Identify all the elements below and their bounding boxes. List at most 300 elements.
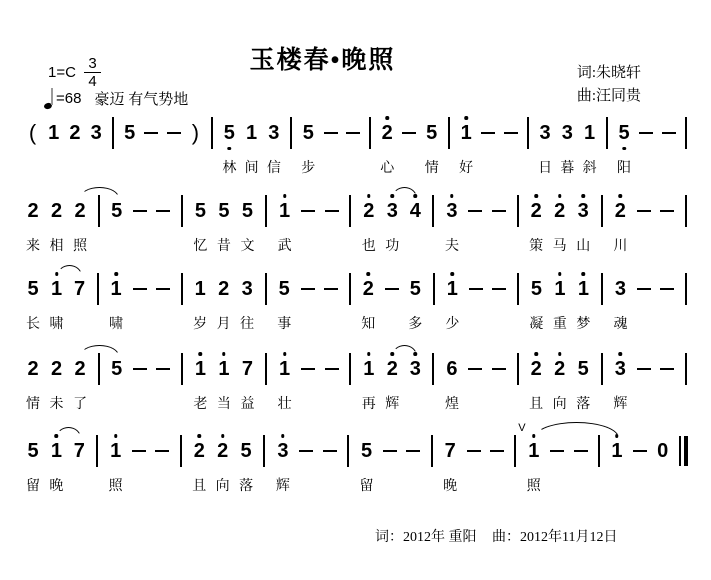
score-line bbox=[26, 422, 688, 494]
dash-glyph bbox=[133, 199, 147, 223]
note bbox=[73, 277, 86, 331]
lyric: 啸 bbox=[109, 317, 124, 332]
lyric: 辉 bbox=[275, 479, 290, 494]
note-number: 3 bbox=[614, 277, 626, 300]
note bbox=[26, 439, 40, 493]
note-number: 5 bbox=[111, 199, 123, 222]
duration-dash bbox=[324, 121, 338, 175]
barline bbox=[264, 357, 268, 411]
dash-glyph bbox=[324, 277, 338, 301]
barline-glyph bbox=[264, 199, 268, 223]
dash-glyph bbox=[492, 357, 506, 381]
note-number: 5 bbox=[302, 121, 314, 144]
lyric: 来 bbox=[26, 239, 40, 254]
barline bbox=[526, 121, 530, 175]
duration-dash bbox=[155, 439, 169, 493]
duration-dash bbox=[299, 439, 313, 493]
note-number: 5 bbox=[111, 357, 123, 380]
barline bbox=[431, 199, 435, 253]
note-number: 2 bbox=[554, 357, 566, 380]
note bbox=[217, 199, 231, 253]
note bbox=[73, 357, 87, 411]
note-number: 1 bbox=[110, 277, 122, 300]
duration-dash bbox=[492, 199, 506, 253]
note bbox=[217, 357, 231, 411]
lyric: 照 bbox=[73, 239, 88, 254]
lyric: 武 bbox=[277, 239, 292, 254]
dash-glyph bbox=[346, 121, 360, 145]
note-number: 2 bbox=[530, 199, 542, 222]
note bbox=[610, 439, 623, 493]
barline bbox=[289, 121, 293, 175]
duration-dash bbox=[301, 277, 315, 331]
note bbox=[529, 277, 543, 331]
note-number: 1 bbox=[363, 357, 375, 380]
note-number: 5 bbox=[241, 199, 254, 222]
note bbox=[240, 357, 254, 411]
note-number: 1 bbox=[279, 199, 291, 222]
note bbox=[73, 439, 86, 493]
barline-glyph bbox=[368, 121, 372, 145]
lyric: 策 bbox=[529, 239, 544, 254]
note-number: 5 bbox=[360, 439, 373, 462]
note bbox=[459, 121, 473, 175]
dash-glyph bbox=[639, 121, 653, 145]
barline-glyph bbox=[262, 439, 266, 463]
duration-dash bbox=[637, 277, 651, 331]
dash-glyph bbox=[144, 121, 158, 145]
lyric: 落 bbox=[239, 479, 254, 494]
lyric: 辉 bbox=[613, 397, 628, 412]
note bbox=[385, 357, 399, 411]
dash-glyph bbox=[633, 439, 647, 463]
note-number: 3 bbox=[268, 121, 280, 144]
duration-dash bbox=[492, 357, 506, 411]
duration-dash bbox=[662, 121, 676, 175]
lyric: 多 bbox=[408, 317, 423, 332]
note bbox=[576, 199, 590, 253]
barline bbox=[97, 357, 101, 411]
note-number: 6 bbox=[446, 357, 458, 380]
barline bbox=[264, 199, 268, 253]
barline-glyph bbox=[431, 357, 435, 381]
dash-glyph bbox=[492, 277, 506, 301]
lyric: 晚 bbox=[49, 479, 64, 494]
duration-dash bbox=[637, 357, 651, 411]
breath-mark: V bbox=[518, 422, 526, 434]
note-number: 2 bbox=[218, 277, 230, 300]
barline bbox=[368, 121, 372, 175]
duration-dash bbox=[660, 277, 674, 331]
note bbox=[267, 121, 281, 175]
dash-glyph bbox=[301, 357, 315, 381]
duration-dash bbox=[492, 277, 506, 331]
barline-glyph bbox=[180, 199, 184, 223]
note bbox=[445, 357, 459, 411]
note bbox=[240, 277, 254, 331]
note bbox=[576, 357, 590, 411]
barline bbox=[111, 121, 115, 175]
note-number: 2 bbox=[381, 121, 393, 144]
note bbox=[538, 121, 552, 175]
lyric: 心 bbox=[380, 161, 395, 176]
duration-dash bbox=[637, 199, 651, 253]
note bbox=[529, 199, 543, 253]
note bbox=[443, 439, 457, 493]
lyric: 昔 bbox=[216, 239, 231, 254]
barline-glyph bbox=[430, 439, 434, 463]
barline bbox=[447, 121, 451, 175]
duration-dash bbox=[468, 199, 482, 253]
note-number: 1 bbox=[611, 439, 623, 462]
score-line bbox=[26, 199, 688, 253]
barline bbox=[348, 199, 352, 253]
credits-block bbox=[577, 62, 641, 108]
lyric: 凝 bbox=[529, 317, 544, 332]
note bbox=[245, 121, 259, 175]
lyric: 少 bbox=[445, 317, 460, 332]
dash-glyph bbox=[323, 439, 337, 463]
duration-dash bbox=[156, 199, 170, 253]
lyric: 文 bbox=[240, 239, 255, 254]
note-number: 3 bbox=[409, 357, 421, 380]
barline bbox=[516, 199, 520, 253]
note-number: 5 bbox=[577, 357, 589, 380]
note bbox=[553, 199, 567, 253]
note-number: 2 bbox=[74, 199, 86, 222]
note-number: 5 bbox=[426, 121, 438, 144]
barline-glyph bbox=[513, 439, 517, 463]
barline-glyph bbox=[684, 357, 688, 381]
note-number: 1 bbox=[279, 357, 291, 380]
note-number: 3 bbox=[577, 199, 589, 222]
dash-glyph bbox=[492, 199, 506, 223]
duration-dash bbox=[383, 439, 397, 493]
duration-dash bbox=[301, 357, 315, 411]
note bbox=[576, 277, 590, 331]
lyric: 事 bbox=[277, 317, 292, 332]
note-number: 2 bbox=[530, 357, 542, 380]
note bbox=[361, 277, 375, 331]
duration-dash bbox=[156, 277, 170, 331]
barline-glyph bbox=[684, 277, 688, 301]
barline-glyph bbox=[210, 121, 214, 145]
dash-glyph bbox=[490, 439, 504, 463]
note-number: 1 bbox=[110, 439, 122, 462]
open-paren bbox=[26, 121, 39, 175]
lyric: 信 bbox=[266, 161, 281, 176]
dash-glyph bbox=[550, 439, 564, 463]
lyric: 煌 bbox=[444, 397, 459, 412]
duration-dash bbox=[323, 439, 337, 493]
note bbox=[553, 277, 567, 331]
duration-dash bbox=[468, 357, 482, 411]
note-number: 1 bbox=[460, 121, 472, 144]
note bbox=[109, 277, 123, 331]
lyric: 梦 bbox=[576, 317, 591, 332]
note-number: 1 bbox=[218, 357, 230, 380]
lyricist-credit: 词:朱晓轩 bbox=[576, 65, 641, 81]
lyric: 山 bbox=[576, 239, 591, 254]
lyric: 留 bbox=[26, 479, 40, 494]
dash-glyph bbox=[481, 121, 495, 145]
barline bbox=[180, 277, 184, 331]
note-number: 3 bbox=[446, 199, 458, 222]
paren-glyph: ) bbox=[191, 120, 200, 145]
lyric: 重 bbox=[552, 317, 567, 332]
dash-glyph bbox=[660, 199, 674, 223]
dash-glyph bbox=[467, 439, 481, 463]
barline-glyph bbox=[600, 199, 604, 223]
barline-glyph bbox=[111, 121, 115, 145]
lyric: 知 bbox=[361, 317, 376, 332]
note bbox=[26, 277, 40, 331]
lyric: 且 bbox=[192, 479, 207, 494]
note bbox=[217, 277, 231, 331]
lyric: 忆 bbox=[193, 239, 208, 254]
note bbox=[239, 439, 253, 493]
lyric: 益 bbox=[240, 397, 255, 412]
barline-glyph bbox=[600, 357, 604, 381]
note-number: 7 bbox=[241, 357, 254, 380]
duration-dash bbox=[133, 199, 147, 253]
slur bbox=[534, 422, 619, 438]
dash-glyph bbox=[468, 199, 482, 223]
note bbox=[109, 439, 123, 493]
note-number: 3 bbox=[561, 121, 573, 144]
barline-glyph bbox=[180, 357, 184, 381]
dash-glyph bbox=[383, 439, 397, 463]
dash-glyph bbox=[156, 357, 170, 381]
duration-dash bbox=[133, 277, 147, 331]
lyric: 相 bbox=[49, 239, 64, 254]
dash-glyph bbox=[469, 277, 483, 301]
note-number: 7 bbox=[444, 439, 456, 462]
duration-dash bbox=[156, 357, 170, 411]
note-number: 3 bbox=[241, 277, 253, 300]
dash-glyph bbox=[156, 277, 170, 301]
note bbox=[90, 121, 103, 175]
note-number: 4 bbox=[409, 199, 421, 222]
note bbox=[445, 277, 459, 331]
note bbox=[50, 199, 64, 253]
duration-dash bbox=[639, 121, 653, 175]
barline bbox=[432, 277, 436, 331]
barline bbox=[348, 357, 352, 411]
dash-glyph bbox=[660, 277, 674, 301]
slur bbox=[57, 265, 82, 276]
note-number: 1 bbox=[246, 121, 258, 144]
note bbox=[445, 199, 459, 253]
close-paren bbox=[189, 121, 202, 175]
duration-dash bbox=[660, 199, 674, 253]
composer-credit: 曲:汪同贵 bbox=[576, 88, 641, 104]
note-number: 5 bbox=[194, 199, 206, 222]
note bbox=[193, 199, 207, 253]
dash-glyph bbox=[504, 121, 518, 145]
note-number: 5 bbox=[124, 121, 136, 144]
duration-dash bbox=[481, 121, 495, 175]
barline bbox=[600, 357, 604, 411]
note-number: 5 bbox=[27, 439, 39, 462]
note-number: 1 bbox=[577, 277, 589, 300]
note-number: 5 bbox=[530, 277, 542, 300]
dash-glyph bbox=[324, 121, 338, 145]
barline bbox=[684, 357, 688, 411]
lyric: 照 bbox=[108, 479, 123, 494]
dash-glyph bbox=[301, 277, 315, 301]
note-number: 5 bbox=[218, 199, 230, 222]
duration-dash bbox=[402, 121, 416, 175]
note-number: 2 bbox=[193, 439, 205, 462]
lyric: 间 bbox=[244, 161, 259, 176]
note-number: 2 bbox=[50, 357, 63, 380]
lyric: 夫 bbox=[444, 239, 459, 254]
final-barline-glyph bbox=[679, 439, 688, 463]
barline bbox=[597, 439, 601, 493]
dash-glyph bbox=[660, 357, 674, 381]
barline bbox=[600, 199, 604, 253]
barline bbox=[97, 199, 101, 253]
barline bbox=[516, 357, 520, 411]
duration-dash bbox=[504, 121, 518, 175]
barline bbox=[684, 277, 688, 331]
dash-glyph bbox=[155, 439, 169, 463]
dash-glyph bbox=[402, 121, 416, 145]
duration-dash bbox=[133, 357, 147, 411]
barline-glyph bbox=[97, 199, 101, 223]
note bbox=[408, 277, 422, 331]
key-signature: 1=C bbox=[48, 64, 76, 81]
barline-glyph bbox=[597, 439, 601, 463]
duration-dash bbox=[325, 357, 339, 411]
time-signature bbox=[84, 56, 101, 89]
lyric: 步 bbox=[301, 161, 316, 176]
dash-glyph bbox=[325, 357, 339, 381]
note-number: 2 bbox=[50, 199, 63, 222]
expression-marking: 豪迈 有气势地 bbox=[94, 91, 189, 108]
lyric: 好 bbox=[459, 161, 474, 176]
dash-glyph bbox=[133, 277, 147, 301]
note-number: 3 bbox=[539, 121, 551, 144]
note-number: 7 bbox=[73, 439, 85, 462]
note bbox=[276, 439, 290, 493]
barline-glyph bbox=[432, 277, 436, 301]
note-number: 1 bbox=[584, 121, 596, 144]
note-number: 0 bbox=[657, 439, 669, 462]
duration-dash bbox=[144, 121, 158, 175]
note bbox=[425, 121, 439, 175]
barline-glyph bbox=[348, 277, 352, 301]
note-number: 1 bbox=[194, 277, 206, 300]
duration-dash bbox=[633, 439, 647, 493]
dash-glyph bbox=[132, 439, 146, 463]
note-number: 2 bbox=[27, 199, 39, 222]
lyric: 也 bbox=[361, 239, 376, 254]
lyric: 往 bbox=[240, 317, 255, 332]
tempo-marking bbox=[44, 87, 188, 109]
lyric: 且 bbox=[529, 397, 544, 412]
duration-dash bbox=[132, 439, 146, 493]
note-number: 1 bbox=[50, 277, 63, 300]
note-number: 2 bbox=[217, 439, 229, 462]
note bbox=[47, 121, 60, 175]
note-number: 5 bbox=[409, 277, 421, 300]
duration-dash bbox=[385, 277, 399, 331]
note bbox=[362, 199, 376, 253]
lyric: 魂 bbox=[613, 317, 628, 332]
dash-glyph bbox=[301, 199, 315, 223]
note-number: 7 bbox=[73, 277, 86, 300]
barline-glyph bbox=[348, 357, 352, 381]
note bbox=[409, 199, 422, 253]
final-barline bbox=[679, 439, 688, 493]
duration-dash bbox=[550, 439, 564, 493]
barline bbox=[210, 121, 214, 175]
note bbox=[192, 439, 206, 493]
barline bbox=[516, 277, 520, 331]
time-signature-denominator: 4 bbox=[88, 73, 97, 90]
time-signature-numerator: 3 bbox=[84, 56, 101, 73]
barline bbox=[346, 439, 350, 493]
note bbox=[49, 439, 63, 493]
note-number: 2 bbox=[363, 199, 375, 222]
note-number: 2 bbox=[74, 357, 86, 380]
barline bbox=[348, 277, 352, 331]
dash-glyph bbox=[662, 121, 676, 145]
note bbox=[26, 357, 40, 411]
duration-dash bbox=[346, 121, 360, 175]
barline bbox=[179, 439, 183, 493]
music-date: 曲：2012年11月12日 bbox=[492, 530, 618, 545]
note bbox=[518, 422, 541, 494]
barline-glyph bbox=[95, 439, 99, 463]
note bbox=[380, 121, 394, 175]
note-number: 5 bbox=[223, 121, 235, 144]
note-number: 2 bbox=[362, 277, 374, 300]
lyric: 情 bbox=[26, 397, 40, 412]
duration-dash bbox=[469, 277, 483, 331]
note-number: 1 bbox=[50, 439, 62, 462]
lyric: 月 bbox=[216, 317, 231, 332]
note-number: 2 bbox=[554, 199, 566, 222]
lyric: 再 bbox=[361, 397, 376, 412]
note bbox=[656, 439, 669, 493]
dash-glyph bbox=[637, 277, 651, 301]
note-number: 2 bbox=[386, 357, 398, 380]
note-number: 5 bbox=[27, 277, 39, 300]
barline-glyph bbox=[179, 439, 183, 463]
note-number: 5 bbox=[240, 439, 252, 462]
barline bbox=[430, 439, 434, 493]
note bbox=[362, 357, 376, 411]
barline-glyph bbox=[97, 357, 101, 381]
score-line bbox=[26, 357, 688, 411]
dash-glyph bbox=[156, 199, 170, 223]
barline-glyph bbox=[180, 277, 184, 301]
score-line bbox=[26, 277, 688, 331]
duration-dash bbox=[167, 121, 181, 175]
barline bbox=[684, 199, 688, 253]
note bbox=[553, 357, 567, 411]
note-number: 2 bbox=[614, 199, 626, 222]
lyric: 当 bbox=[216, 397, 231, 412]
dash-glyph bbox=[406, 439, 420, 463]
barline-glyph bbox=[346, 439, 350, 463]
dash-glyph bbox=[574, 439, 588, 463]
dash-glyph bbox=[325, 199, 339, 223]
barline-glyph bbox=[516, 357, 520, 381]
